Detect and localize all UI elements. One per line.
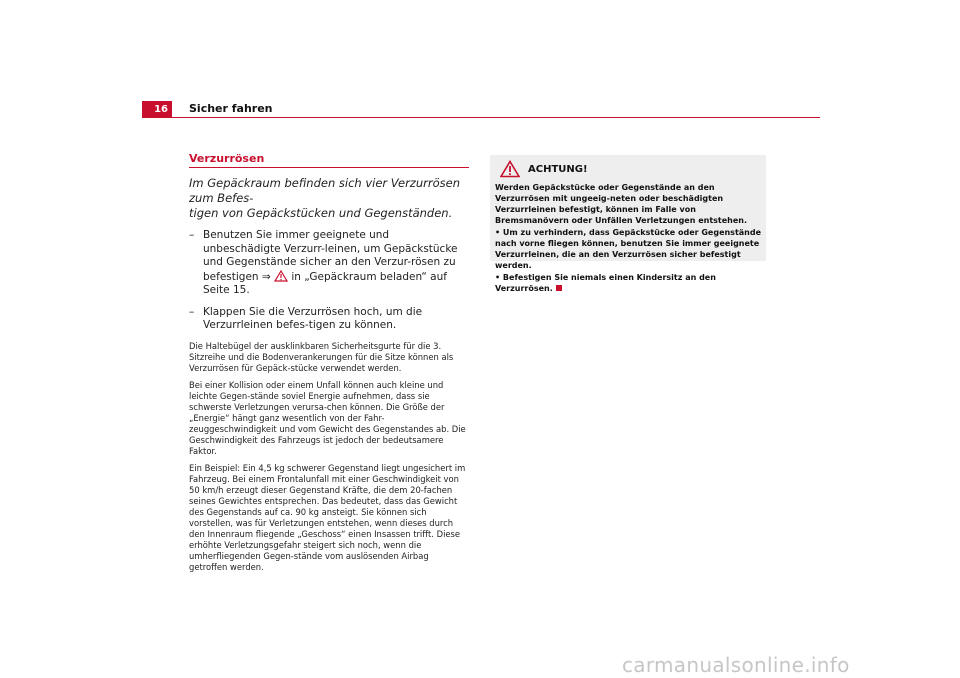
warning-header — [496, 159, 588, 179]
warning-title: ACHTUNG! — [528, 163, 588, 175]
bullet-glyph: • — [495, 273, 501, 282]
warning-triangle-icon — [274, 270, 288, 282]
page-number: 16 — [142, 101, 172, 118]
watermark: carmanualsonline.info — [622, 653, 850, 677]
instruction-step — [189, 229, 469, 298]
step-text-reference: in „Gepäckraum beladen“ auf Seite 15. — [203, 270, 447, 296]
warning-box — [490, 155, 766, 293]
warning-bullet — [495, 227, 763, 271]
section-intro — [189, 176, 469, 221]
warning-bullet — [495, 272, 763, 294]
instruction-step — [189, 306, 469, 333]
section-end-marker — [556, 285, 562, 291]
step-dash: – — [189, 229, 195, 241]
warning-body — [495, 182, 763, 295]
step-text: Benutzen Sie immer geeignete und unbeschädigte Verzurr-leinen, um Gepäckstücke und Gegenstände sicher an den Verzur-rösen zu befestigen ⇒ — [203, 229, 458, 283]
body-paragraph: Ein Beispiel: Ein 4,5 kg schwerer Gegenstand liegt ungesichert im Fahrzeug. Bei einem Frontalunfall mit einer Geschwindigkeit von 50 km/h erzeugt dieser Gegenstand Kräfte, die dem 20-fachen seines Gewichtes entsprechen. Das bedeutet, dass das Gewicht des Gegenstands auf ca. 90 kg ansteigt. Sie können sich vorstellen, was für Verletzungen entstehen, wenn dieses durch den Innenraum fliegende „Geschoss“ einen Insassen trifft. Diese erhöhte Verletzungsgefahr steigert sich noch, wenn die umherfliegenden Gegen-stände vom auslösenden Airbag getroffen werden. — [189, 462, 466, 572]
section-title: Verzurrösen — [189, 152, 265, 165]
intro-line-1: Im Gepäckraum befinden sich vier Verzurrösen zum Befes- — [189, 176, 460, 205]
intro-line-2: tigen von Gepäckstücken und Gegenständen. — [189, 206, 453, 220]
warning-triangle-icon — [500, 160, 520, 178]
bullet-glyph: • — [495, 228, 501, 237]
header-divider — [172, 117, 820, 118]
bullet-text: Um zu verhindern, dass Gepäckstücke oder Gegenstände nach vorne fliegen können, benutzen Sie immer geeignete Verzurrleinen, die an den Verzurrösen sicher befestigt werden. — [495, 228, 762, 270]
step-dash: – — [189, 305, 195, 318]
body-paragraph: Bei einer Kollision oder einem Unfall können auch kleine und leichte Gegen-stände soviel Energie aufnehmen, dass sie schwerste Verletzungen verursa-chen können. Die Größe der „Energie“ hängt ganz wesentlich von der Fahr-zeuggeschwindigkeit und vom Gewicht des Gegenstandes ab. Die Geschwindigkeit des Fahrzeugs ist jedoch der bedeutsamere Faktor. — [189, 379, 466, 456]
page-header-title: Sicher fahren — [189, 102, 273, 115]
warning-lead: Werden Gepäckstücke oder Gegenstände an den Verzurrösen mit ungeeig-neten oder beschädigten Verzurrleinen befestigt, können im Falle von Bremsmanövern oder Unfällen Verletzungen entstehen. — [495, 183, 748, 225]
bullet-text: Befestigen Sie niemals einen Kindersitz an den Verzurrösen. — [495, 273, 716, 293]
body-paragraph: Die Haltebügel der ausklinkbaren Sicherheitsgurte für die 3. Sitzreihe und die Bodenverankerungen für die Sitze können als Verzurrösen für Gepäck-stücke verwendet werden. — [189, 340, 454, 373]
section-title-rule — [189, 167, 469, 168]
main-column — [189, 152, 469, 579]
step-text: Klappen Sie die Verzurrösen hoch, um die Verzurrleinen befes-tigen zu können. — [203, 305, 423, 331]
